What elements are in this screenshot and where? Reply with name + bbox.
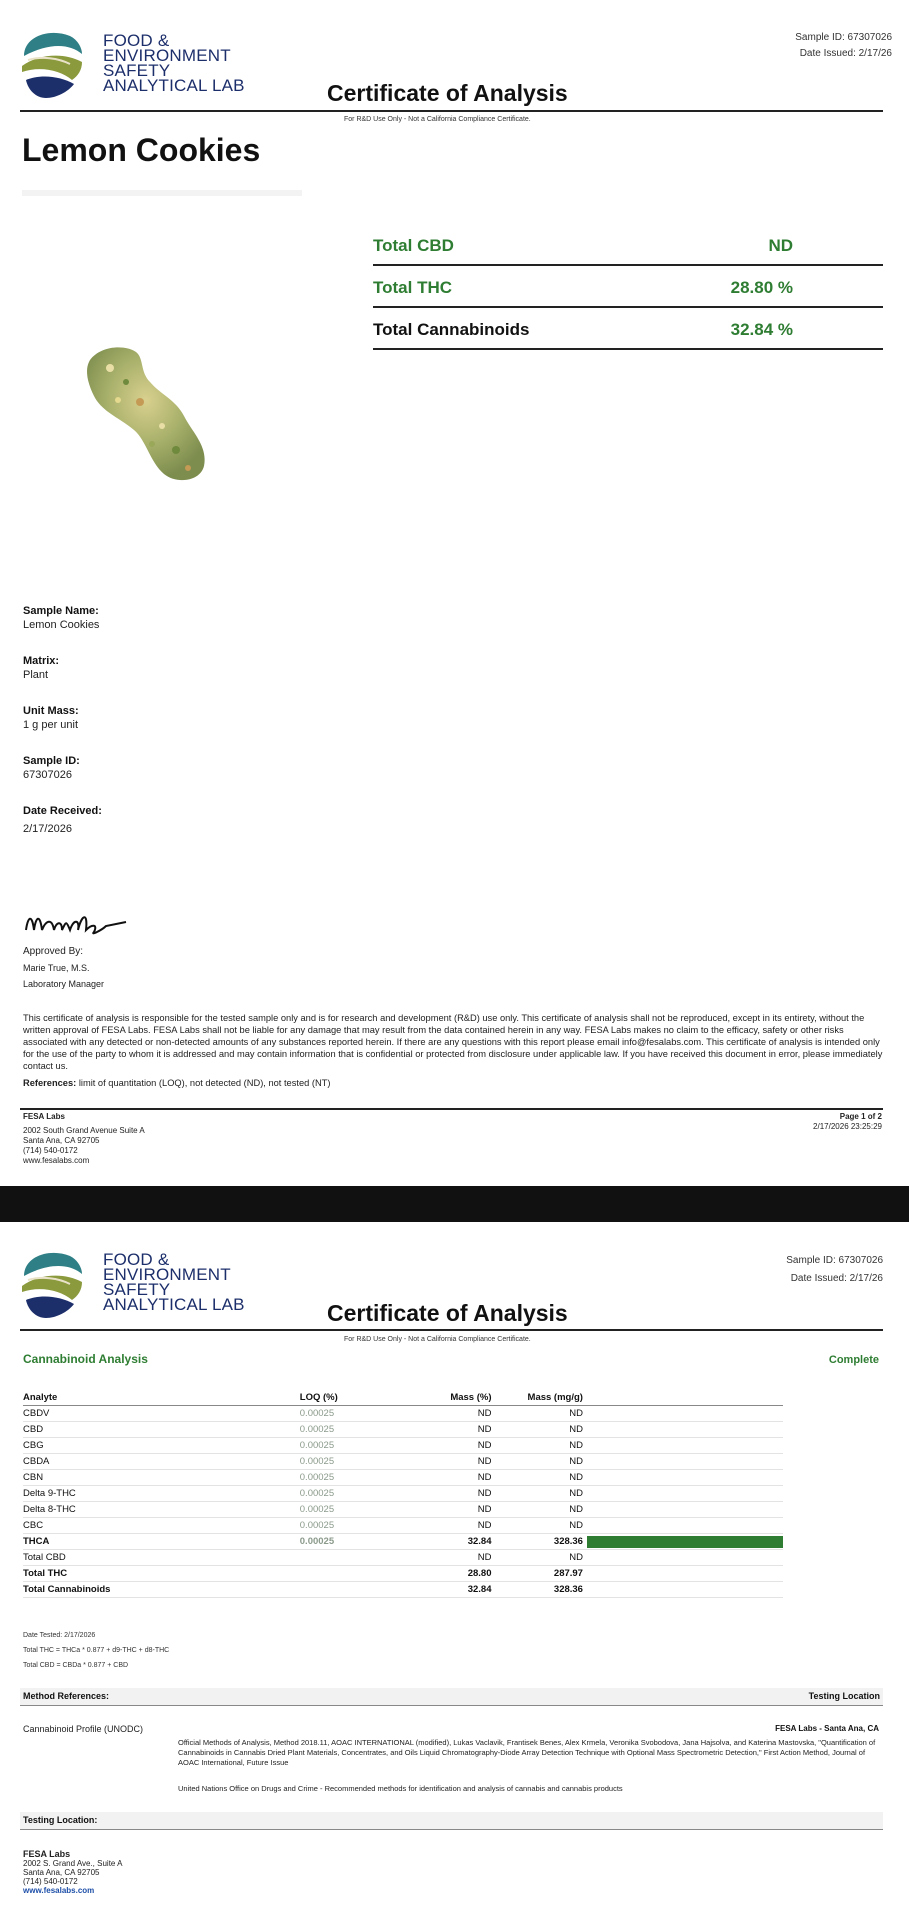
summary-value: ND — [768, 236, 793, 255]
table-row — [23, 1582, 783, 1598]
loq-cell: 0.00025 — [300, 1518, 410, 1534]
analyte-cell: CBD — [23, 1422, 300, 1438]
references-label: References: — [23, 1078, 77, 1088]
method-references-label: Method References: — [23, 1691, 110, 1701]
analyte-cell: CBDV — [23, 1406, 300, 1422]
testing-location-label: Testing Location: — [23, 1815, 98, 1825]
mass-mg-cell: ND — [492, 1454, 583, 1470]
compliance-disclaimer: For R&D Use Only - Not a California Compliance Certificate. — [344, 116, 531, 123]
detail-value: Lemon Cookies — [23, 619, 100, 631]
print-timestamp: 2/17/2026 23:25:29 — [813, 1122, 882, 1131]
approved-by-label: Approved By: — [23, 946, 84, 957]
logo-line: SAFETY — [103, 61, 171, 80]
section-title: Cannabinoid Analysis — [23, 1352, 148, 1366]
product-name: Lemon Cookies — [22, 132, 261, 168]
summary-label: Total THC — [373, 278, 453, 297]
loq-cell: 0.00025 — [300, 1438, 410, 1454]
lab-logo-icon — [20, 26, 84, 100]
date-issued-header: Date Issued: 2/17/26 — [799, 48, 892, 59]
loq-cell — [300, 1582, 410, 1598]
bar-cell — [583, 1406, 783, 1422]
detail-label: Sample Name: — [23, 605, 99, 617]
detail-label: Unit Mass: — [23, 705, 79, 717]
redacted-line — [22, 190, 302, 196]
analyte-cell: CBG — [23, 1438, 300, 1454]
header-rule — [20, 1329, 883, 1331]
analyte-cell: CBDA — [23, 1454, 300, 1470]
column-header: Mass (mg/g) — [492, 1390, 583, 1406]
mass-mg-cell: 328.36 — [492, 1582, 583, 1598]
mass-pct-cell: ND — [409, 1470, 491, 1486]
location-web[interactable]: www.fesalabs.com — [23, 1886, 95, 1895]
table-row — [23, 1502, 783, 1518]
column-header: Analyte — [23, 1390, 300, 1406]
table-header-row — [23, 1390, 783, 1406]
unodc-reference: United Nations Office on Drugs and Crime - Recommended methods for identification and analysis of cannabis and cannabis products — [178, 1784, 623, 1793]
status-badge: Complete — [828, 1354, 879, 1366]
analyte-cell: Delta 8-THC — [23, 1502, 300, 1518]
mass-pct-cell: ND — [409, 1502, 491, 1518]
mass-mg-cell: 287.97 — [492, 1566, 583, 1582]
lab-logo-icon — [20, 1246, 84, 1320]
method-references-bar — [20, 1688, 883, 1706]
detail-label: Sample ID: — [23, 755, 80, 767]
sample-id-header: Sample ID: 67307026 — [795, 32, 892, 43]
method-citation: Official Methods of Analysis, Method 2018.11, AOAC INTERNATIONAL (modified), Lukas Vaclavik, Frantisek Benes, Alex Krmela, Veronika Svobodova, Jana Hajsolva, and Katerina Mastovska, "Quantification of Cannabinoids in Cannabis Dried Plant Materials, Concentrates, and Oils Liquid Chromatography-Diode Array Detection Technique with Optional Mass Spectrometric Detection," First Action Method, Journal of AOAC International, Future Issue — [178, 1738, 876, 1767]
summary-value: 28.80 % — [730, 278, 793, 297]
loq-cell — [300, 1566, 410, 1582]
analyte-cell: Total THC — [23, 1566, 300, 1582]
summary-label: Total Cannabinoids — [373, 320, 530, 339]
sample-id-header: Sample ID: 67307026 — [786, 1255, 883, 1266]
footer-web[interactable]: www.fesalabs.com — [23, 1156, 90, 1165]
document-title: Certificate of Analysis — [327, 80, 568, 106]
logo-line: ANALYTICAL LAB — [103, 1295, 245, 1314]
logo-line: ENVIRONMENT — [103, 1265, 231, 1284]
analyte-cell: CBC — [23, 1518, 300, 1534]
bar-cell — [583, 1438, 783, 1454]
column-header: Mass (%) — [409, 1390, 491, 1406]
column-header: LOQ (%) — [300, 1390, 410, 1406]
mass-pct-cell: 32.84 — [409, 1534, 491, 1550]
footer-phone: (714) 540-0172 — [23, 1146, 78, 1155]
location-phone: (714) 540-0172 — [23, 1877, 78, 1886]
mass-mg-cell: ND — [492, 1438, 583, 1454]
loq-cell: 0.00025 — [300, 1422, 410, 1438]
formula-total-thc: Total THC = THCa * 0.877 + d9-THC + d8-THC — [23, 1647, 170, 1654]
column-header-bar — [583, 1390, 783, 1406]
table-row — [23, 1438, 783, 1454]
table-row — [23, 1518, 783, 1534]
mass-pct-cell: ND — [409, 1486, 491, 1502]
signature-image — [22, 900, 132, 940]
bar-cell — [583, 1534, 783, 1550]
document-title: Certificate of Analysis — [327, 1300, 568, 1326]
table-row — [23, 1486, 783, 1502]
mass-mg-cell: ND — [492, 1470, 583, 1486]
loq-cell: 0.00025 — [300, 1406, 410, 1422]
table-row — [23, 1566, 783, 1582]
bar-cell — [583, 1518, 783, 1534]
mass-mg-cell: ND — [492, 1550, 583, 1566]
summary-row-cbd — [373, 222, 883, 266]
detail-label: Date Received: — [23, 805, 102, 817]
footer-address1: 2002 South Grand Avenue Suite A — [23, 1126, 145, 1135]
footer-address2: Santa Ana, CA 92705 — [23, 1136, 100, 1145]
table-row — [23, 1422, 783, 1438]
detail-value: 2/17/2026 — [23, 823, 72, 835]
mass-mg-cell: ND — [492, 1518, 583, 1534]
loq-cell: 0.00025 — [300, 1454, 410, 1470]
mass-mg-cell: ND — [492, 1422, 583, 1438]
mass-pct-cell: 28.80 — [409, 1566, 491, 1582]
header-rule — [20, 110, 883, 112]
summary-row-cannabinoids — [373, 306, 883, 350]
bar-cell — [583, 1486, 783, 1502]
mass-pct-cell: ND — [409, 1550, 491, 1566]
summary-label: Total CBD — [373, 236, 454, 255]
approver-name: Marie True, M.S. — [23, 963, 90, 973]
references-text: limit of quantitation (LOQ), not detected (ND), not tested (NT) — [78, 1078, 331, 1088]
loq-cell: 0.00025 — [300, 1470, 410, 1486]
mass-mg-cell: ND — [492, 1406, 583, 1422]
summary-row-thc — [373, 264, 883, 308]
table-row — [23, 1454, 783, 1470]
table-row — [23, 1534, 783, 1550]
detail-label: Matrix: — [23, 655, 60, 667]
loq-cell: 0.00025 — [300, 1486, 410, 1502]
testing-location-bar — [20, 1812, 883, 1830]
detail-value: Plant — [23, 669, 49, 681]
product-image — [80, 342, 220, 487]
method-location: FESA Labs - Santa Ana, CA — [775, 1724, 879, 1733]
mass-pct-cell: ND — [409, 1422, 491, 1438]
page-number: Page 1 of 2 — [839, 1112, 882, 1121]
bar-cell — [583, 1454, 783, 1470]
mass-mg-cell: ND — [492, 1502, 583, 1518]
bar-cell — [583, 1422, 783, 1438]
date-issued-header: Date Issued: 2/17/26 — [790, 1273, 883, 1284]
footer-rule — [20, 1108, 883, 1110]
analyte-cell: Total Cannabinoids — [23, 1582, 300, 1598]
mass-pct-cell: ND — [409, 1438, 491, 1454]
loq-cell: 0.00025 — [300, 1534, 410, 1550]
table-row — [23, 1406, 783, 1422]
bar-cell — [583, 1550, 783, 1566]
approver-title: Laboratory Manager — [23, 979, 105, 989]
legal-disclaimer: This certificate of analysis is responsible for the tested sample only and is for research and development (R&D) use only. This certificate of analysis shall not be reproduced, except in its entirety, without the written approval of FESA Labs. FESA Labs shall not be liable for any damage that may result from the data contained herein in any way. FESA Labs makes no claim to the efficacy, safety or other risks associated with any detected or non-detected amounts of any substances reported herein. If there are any questions with this report please email info@fesalabs.com. This certificate of analysis is intended only for the use of the party to whom it is addressed and may contain information that is confidential or protected from disclosure under applicable law. If you have received this document in error, please immediately contact us. — [23, 1013, 883, 1071]
logo-line: FOOD & — [103, 31, 170, 50]
mass-pct-cell: ND — [409, 1518, 491, 1534]
logo-line: ANALYTICAL LAB — [103, 76, 245, 95]
bar-cell — [583, 1566, 783, 1582]
analyte-cell: Total CBD — [23, 1550, 300, 1566]
method-name: Cannabinoid Profile (UNODC) — [23, 1724, 144, 1734]
mass-pct-cell: ND — [409, 1454, 491, 1470]
bar-cell — [583, 1502, 783, 1518]
analyte-cell: CBN — [23, 1470, 300, 1486]
location-company: FESA Labs — [23, 1849, 71, 1859]
logo-line: ENVIRONMENT — [103, 46, 231, 65]
bar-cell — [583, 1470, 783, 1486]
location-address2: Santa Ana, CA 92705 — [23, 1868, 100, 1877]
testing-location-header: Testing Location — [808, 1691, 880, 1701]
detail-value: 1 g per unit — [23, 719, 79, 731]
mass-pct-cell: ND — [409, 1406, 491, 1422]
date-tested: Date Tested: 2/17/2026 — [23, 1632, 96, 1639]
compliance-disclaimer: For R&D Use Only - Not a California Compliance Certificate. — [344, 1336, 531, 1343]
location-address1: 2002 S. Grand Ave., Suite A — [23, 1859, 123, 1868]
footer-company: FESA Labs — [23, 1112, 65, 1121]
mass-mg-cell: 328.36 — [492, 1534, 583, 1550]
summary-value: 32.84 % — [730, 320, 793, 339]
detail-value: 67307026 — [23, 769, 72, 781]
analyte-cell: THCA — [23, 1534, 300, 1550]
page-separator — [0, 1186, 909, 1222]
logo-line: FOOD & — [103, 1250, 170, 1269]
loq-cell: 0.00025 — [300, 1502, 410, 1518]
mass-bar — [587, 1536, 783, 1548]
logo-line: SAFETY — [103, 1280, 171, 1299]
mass-mg-cell: ND — [492, 1486, 583, 1502]
loq-cell — [300, 1550, 410, 1566]
cannabinoid-table — [23, 1390, 783, 1598]
mass-pct-cell: 32.84 — [409, 1582, 491, 1598]
formula-total-cbd: Total CBD = CBDa * 0.877 + CBD — [23, 1662, 129, 1669]
page-2 — [0, 1222, 909, 1920]
table-row — [23, 1550, 783, 1566]
analyte-cell: Delta 9-THC — [23, 1486, 300, 1502]
bar-cell — [583, 1582, 783, 1598]
table-row — [23, 1470, 783, 1486]
